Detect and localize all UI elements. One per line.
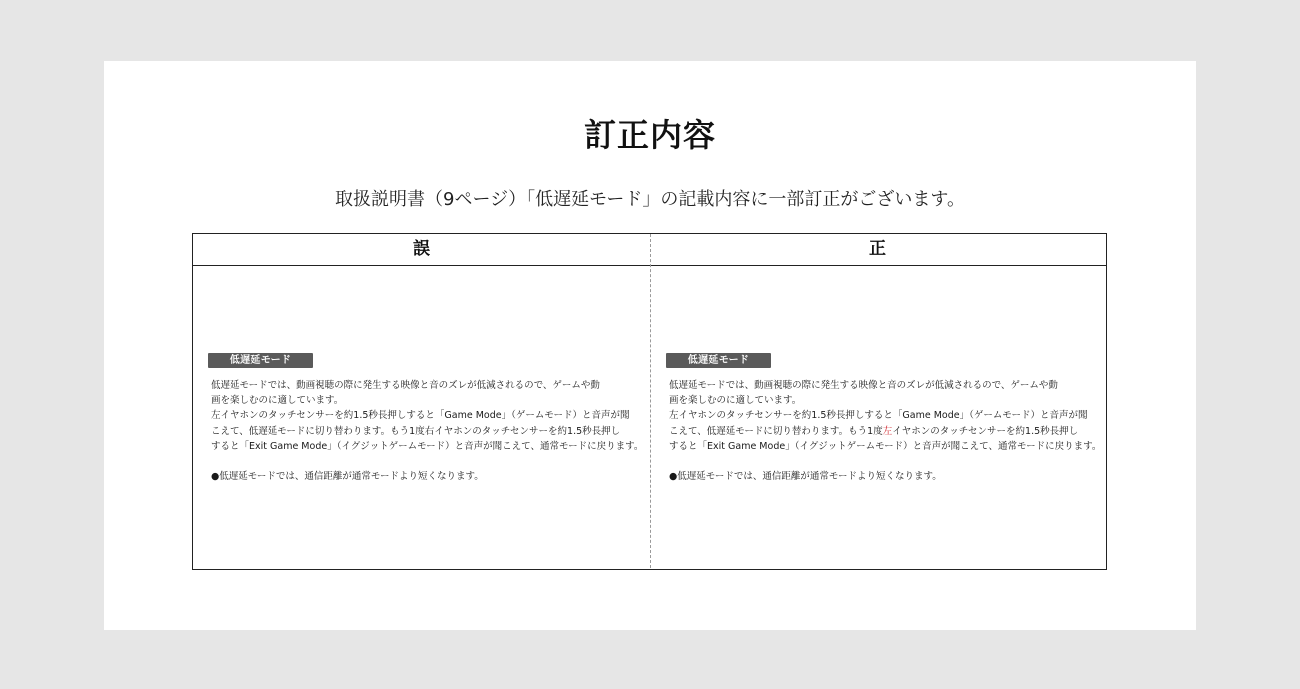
text-segment: こえて、低遅延モードに切り替わります。もう1度	[669, 425, 883, 437]
wrong-body	[208, 378, 644, 484]
text-line: 左イヤホンのタッチセンサーを約1.5秒長押しすると「Game Mode」（ゲームモード）と音声が聞	[669, 410, 1088, 422]
page-title: 訂正内容	[583, 116, 716, 154]
header-wrong: 誤	[413, 239, 430, 259]
text-line: 左イヤホンのタッチセンサーを約1.5秒長押しすると「Game Mode」（ゲームモード）と音声が聞	[211, 410, 630, 422]
section-tag: 低遅延モード	[666, 353, 771, 368]
text-line: こえて、低遅延モードに切り替わります。もう1度右イヤホンのタッチセンサーを約1.5秒長押し	[211, 425, 621, 437]
text-line: すると「Exit Game Mode」（イグジットゲームモード）と音声が聞こえて、通常モードに戻ります。	[211, 440, 644, 452]
spacer	[211, 454, 638, 469]
header-correct: 正	[869, 239, 886, 259]
note-line: ●低遅延モードでは、通信距離が通常モードより短くなります。	[211, 471, 484, 483]
correct-cell	[666, 348, 1102, 484]
text-line: 低遅延モードでは、動画視聴の際に発生する映像と音のズレが低減されるので、ゲームや動	[669, 380, 1058, 391]
correction-table	[192, 233, 1107, 570]
corrected-word: 左	[882, 425, 893, 437]
column-divider	[650, 234, 651, 568]
text-segment: イヤホンのタッチセンサーを約1.5秒長押し	[892, 425, 1079, 437]
page-subtitle: 取扱説明書（9ページ）「低遅延モード」の記載内容に一部訂正がございます。	[335, 189, 965, 210]
wrong-cell	[208, 348, 644, 484]
text-line: 画を楽しむのに適しています。	[211, 395, 344, 407]
spacer	[669, 454, 1096, 469]
text-line-corrected	[669, 424, 1096, 439]
correct-body	[666, 378, 1102, 484]
text-line: すると「Exit Game Mode」（イグジットゲームモード）と音声が聞こえて、通常モードに戻ります。	[669, 440, 1102, 452]
text-line: 画を楽しむのに適しています。	[669, 395, 802, 407]
note-line: ●低遅延モードでは、通信距離が通常モードより短くなります。	[669, 471, 942, 483]
text-line: 低遅延モードでは、動画視聴の際に発生する映像と音のズレが低減されるので、ゲームや動	[211, 380, 600, 391]
section-tag: 低遅延モード	[208, 353, 313, 368]
